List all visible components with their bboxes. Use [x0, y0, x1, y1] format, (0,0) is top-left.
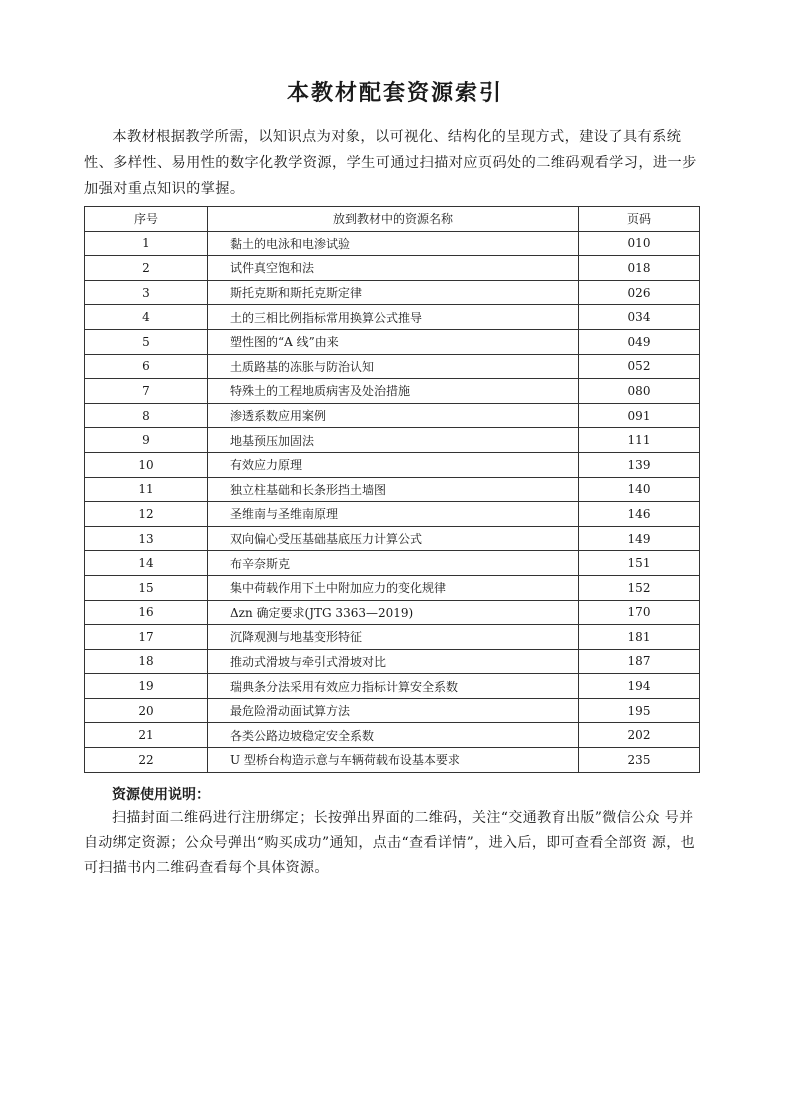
row-number: 19 [85, 674, 208, 699]
row-number: 15 [85, 575, 208, 600]
row-number: 12 [85, 502, 208, 527]
row-resource-name: 瑞典条分法采用有效应力指标计算安全系数 [208, 674, 579, 699]
row-page: 152 [579, 575, 700, 600]
row-page: 026 [579, 280, 700, 305]
row-number: 18 [85, 649, 208, 674]
row-resource-name: 有效应力原理 [208, 452, 579, 477]
row-number: 3 [85, 280, 208, 305]
row-number: 7 [85, 379, 208, 404]
row-page: 049 [579, 329, 700, 354]
row-number: 4 [85, 305, 208, 330]
row-page: 034 [579, 305, 700, 330]
row-resource-name: 特殊土的工程地质病害及处治措施 [208, 379, 579, 404]
row-page: 111 [579, 428, 700, 453]
table-row [85, 698, 700, 723]
table-row [85, 329, 700, 354]
row-resource-name: Δzn 确定要求(JTG 3363—2019) [208, 600, 579, 625]
row-resource-name: 布辛奈斯克 [208, 551, 579, 576]
row-resource-name: 地基预压加固法 [208, 428, 579, 453]
row-page: 181 [579, 625, 700, 650]
page-title: 本教材配套资源索引 [286, 81, 503, 106]
table-row [85, 403, 700, 428]
header-number: 序号 [85, 207, 208, 232]
row-resource-name: 斯托克斯和斯托克斯定律 [208, 280, 579, 305]
row-number: 13 [85, 526, 208, 551]
row-resource-name: 渗透系数应用案例 [208, 403, 579, 428]
row-page: 149 [579, 526, 700, 551]
row-page: 194 [579, 674, 700, 699]
row-resource-name: 黏土的电泳和电渗试验 [208, 231, 579, 256]
table-row [85, 625, 700, 650]
row-page: 146 [579, 502, 700, 527]
row-number: 14 [85, 551, 208, 576]
row-resource-name: 双向偏心受压基础基底压力计算公式 [208, 526, 579, 551]
intro-paragraph: 本教材根据教学所需，以知识点为对象，以可视化、结构化的呈现方式，建设了具有系统性、多样性、易用性的数字化教学资源，学生可通过扫描对应页码处的二维码观看学习，进一步加强对重点知识的掌握。 [84, 129, 697, 197]
row-number: 8 [85, 403, 208, 428]
table-row [85, 748, 700, 773]
row-resource-name: 集中荷载作用下土中附加应力的变化规律 [208, 575, 579, 600]
table-row [85, 551, 700, 576]
row-page: 010 [579, 231, 700, 256]
row-page: 052 [579, 354, 700, 379]
row-number: 5 [85, 329, 208, 354]
row-number: 17 [85, 625, 208, 650]
row-page: 187 [579, 649, 700, 674]
row-page: 235 [579, 748, 700, 773]
table-row [85, 231, 700, 256]
row-number: 10 [85, 452, 208, 477]
table-row [85, 723, 700, 748]
row-page: 140 [579, 477, 700, 502]
row-resource-name: 独立柱基础和长条形挡土墙图 [208, 477, 579, 502]
row-resource-name: 试件真空饱和法 [208, 256, 579, 281]
table-row [85, 575, 700, 600]
table-row [85, 477, 700, 502]
row-resource-name: 塑性图的“A 线”由来 [208, 329, 579, 354]
row-number: 9 [85, 428, 208, 453]
header-page: 页码 [579, 207, 700, 232]
row-page: 170 [579, 600, 700, 625]
table-row [85, 280, 700, 305]
row-resource-name: 圣维南与圣维南原理 [208, 502, 579, 527]
table-row [85, 379, 700, 404]
row-number: 1 [85, 231, 208, 256]
row-number: 22 [85, 748, 208, 773]
table-row [85, 526, 700, 551]
table-row [85, 428, 700, 453]
row-page: 139 [579, 452, 700, 477]
header-resource-name: 放到教材中的资源名称 [208, 207, 579, 232]
table-row [85, 600, 700, 625]
row-page: 151 [579, 551, 700, 576]
usage-title: 资源使用说明： [112, 787, 210, 803]
row-page: 080 [579, 379, 700, 404]
row-page: 091 [579, 403, 700, 428]
row-page: 202 [579, 723, 700, 748]
table-row [85, 502, 700, 527]
row-resource-name: 各类公路边坡稳定安全系数 [208, 723, 579, 748]
row-resource-name: 最危险滑动面试算方法 [208, 698, 579, 723]
resource-index-table [84, 206, 700, 773]
row-number: 20 [85, 698, 208, 723]
row-number: 2 [85, 256, 208, 281]
row-number: 16 [85, 600, 208, 625]
table-row [85, 256, 700, 281]
usage-paragraph: 扫描封面二维码进行注册绑定；长按弹出界面的二维码，关注“交通教育出版”微信公众 号并自动绑定资源；公众号弹出“购买成功”通知，点击“查看详情”，进入后，即可查看全部资 源，也可扫描书内二维码查看每个具体资源。 [84, 810, 696, 876]
row-resource-name: 推动式滑坡与牵引式滑坡对比 [208, 649, 579, 674]
table-row [85, 649, 700, 674]
row-resource-name: 沉降观测与地基变形特征 [208, 625, 579, 650]
row-resource-name: U 型桥台构造示意与车辆荷载布设基本要求 [208, 748, 579, 773]
row-page: 195 [579, 698, 700, 723]
table-row [85, 674, 700, 699]
table-row [85, 354, 700, 379]
table-row [85, 452, 700, 477]
row-number: 11 [85, 477, 208, 502]
table-header-row [85, 207, 700, 232]
row-resource-name: 土的三相比例指标常用换算公式推导 [208, 305, 579, 330]
table-row [85, 305, 700, 330]
row-resource-name: 土质路基的冻胀与防治认知 [208, 354, 579, 379]
row-page: 018 [579, 256, 700, 281]
row-number: 6 [85, 354, 208, 379]
row-number: 21 [85, 723, 208, 748]
